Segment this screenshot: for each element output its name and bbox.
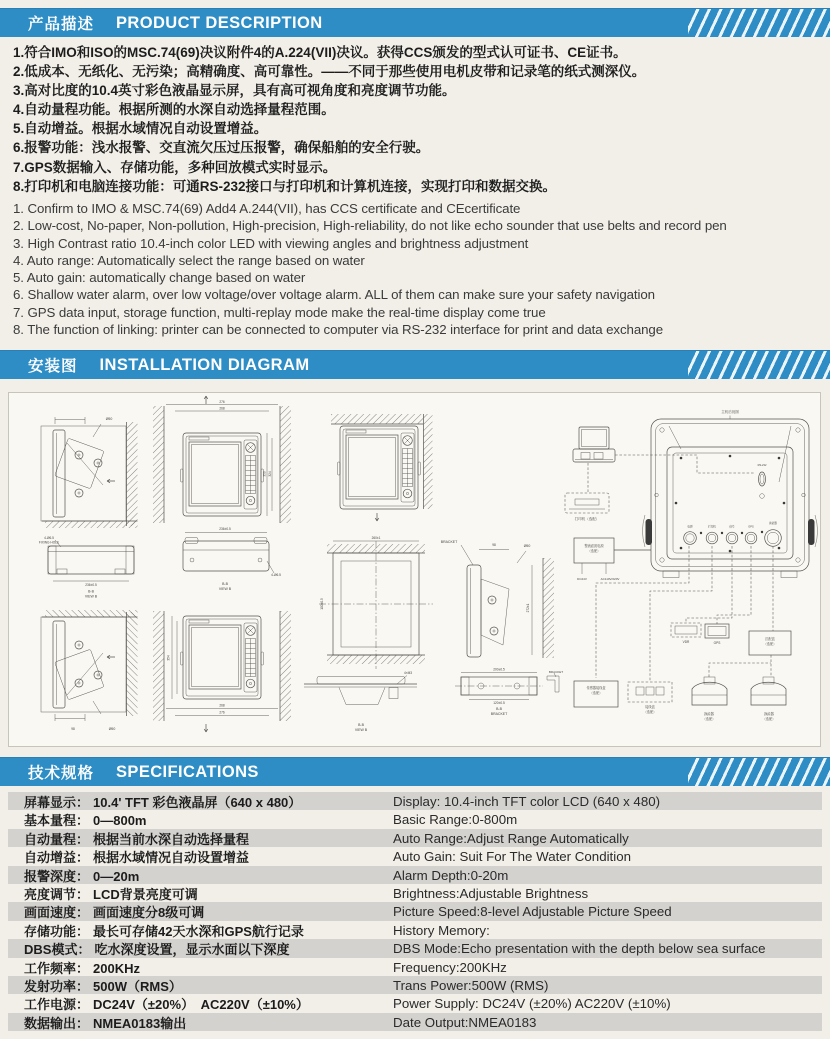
- list-item: 2.低成本、无纸化、无污染；高精确度、高可靠性。——不同于那些使用电机皮带和记录笔的纸式测深仪。: [13, 64, 646, 80]
- spec-zh-value: NMEA0183输出: [93, 1015, 187, 1031]
- spec-en-cell: Auto Range:Adjust Range Automatically: [393, 830, 629, 846]
- diagonal-stripes-decoration: [688, 351, 830, 379]
- diagram-annotation: 电源: [687, 525, 693, 529]
- spec-zh-cell: [8, 829, 393, 848]
- diagram-annotation: VIEW B: [354, 728, 368, 732]
- diagram-bracket-bottom-view: [455, 673, 559, 700]
- diagram-annotation: B-B: [496, 707, 502, 711]
- specifications-table: [8, 792, 822, 1031]
- list-item: 1.符合IMO和ISO的MSC.74(69)决议附件4的A.224(VII)决议。获得CCS颁发的型式认可证书、CE证书。: [13, 45, 627, 60]
- diagram-annotation: （选配）: [763, 642, 777, 646]
- list-item: 5. Auto gain: automatically change based on water: [13, 270, 306, 286]
- spec-zh-cell: [8, 884, 393, 903]
- diagram-annotation: （选配）: [643, 710, 657, 714]
- spec-zh-value: 200KHz: [93, 960, 140, 976]
- diagram-annotation: B-B: [88, 589, 94, 594]
- spec-row: [8, 939, 822, 957]
- spec-zh-value: 500W（RMS）: [93, 978, 182, 994]
- diagram-annotation: 276: [219, 400, 225, 404]
- spec-row: [8, 902, 822, 920]
- spec-en-cell: History Memory:: [393, 922, 490, 938]
- diagram-annotation: 260±1: [371, 536, 381, 540]
- spec-zh-cell: [8, 792, 393, 811]
- gps-box: [705, 624, 729, 638]
- diagram-bottom-view: [48, 540, 134, 581]
- spec-zh-value: 吃水深度设置，显示水面以下深度: [94, 942, 290, 958]
- spec-en-cell: Brightness:Adjustable Brightness: [393, 885, 589, 901]
- diagram-front-view-right: [331, 414, 433, 521]
- spec-zh-label: 亮度调节：: [24, 886, 90, 902]
- diagram-annotation: 接线盒: [645, 705, 655, 709]
- diagram-annotation: 268: [219, 703, 225, 708]
- spec-row: [8, 921, 822, 939]
- diagram-panel-cutout: [319, 541, 433, 669]
- spec-row: [8, 884, 822, 902]
- computer-icon: [573, 427, 615, 462]
- spec-en-cell: Frequency:200KHz: [393, 959, 507, 975]
- diagram-annotation: 324: [267, 471, 272, 477]
- diagram-top-view: [183, 533, 274, 574]
- list-item: 8.打印机和电脑连接功能：可通RS-232接口与打印机和计算机连接，实现打印和数据交换。: [13, 178, 557, 194]
- spec-zh-label: 报警深度：: [24, 868, 90, 884]
- spec-zh-label: 屏幕显示：: [24, 795, 90, 810]
- diagram-annotation: 打印机: [708, 525, 716, 529]
- diagram-annotation: DC24V: [577, 577, 587, 581]
- spec-zh-cell: [8, 976, 393, 995]
- spec-zh-label: 自动增益：: [24, 850, 90, 866]
- section-header-installation-diagram: [0, 350, 830, 379]
- spec-zh-cell: [8, 847, 393, 866]
- transducer-icon: [692, 677, 727, 705]
- spec-zh-value: 10.4' TFT 彩色液晶屏（640 x 480）: [93, 795, 302, 810]
- list-item: 6.报警功能：浅水报警、交直流欠压过压报警，确保船舶的安全行驶。: [13, 140, 430, 156]
- section-title-en: PRODUCT DESCRIPTION: [116, 13, 323, 32]
- spec-zh-value: 0—20m: [93, 868, 140, 884]
- spec-zh-value: LCD背景亮度可调: [93, 886, 198, 902]
- spec-zh-label: 数据输出：: [24, 1015, 90, 1031]
- spec-zh-cell: [8, 866, 393, 885]
- diagram-annotation: 236±0.5: [85, 583, 97, 587]
- spec-zh-cell: [8, 994, 393, 1013]
- spec-zh-value: 根据水域情况自动设置增益: [93, 850, 250, 866]
- list-item: 3.高对比度的10.4英寸彩色液晶显示屏，具有高可视角度和亮度调节功能。: [13, 83, 456, 99]
- diagram-annotation: （选配）: [762, 717, 776, 721]
- list-item: 6. Shallow water alarm, over low voltage/over voltage alarm. ALL of them can make sure your safety navigation: [13, 287, 655, 303]
- spec-zh-value: 根据当前水深自动选择量程: [93, 831, 250, 847]
- list-item: 5.自动增益。根据水域情况自动设置增益。: [13, 121, 268, 137]
- diagram-annotation: 4-Ø6.5: [44, 536, 54, 540]
- diagram-front-view-top: [153, 396, 291, 523]
- diagram-annotation: 传感器接线盒: [586, 686, 606, 690]
- list-item: 2. Low-cost, No-paper, Non-pollution, High-precision, High-reliability, do not like echo sounder that use belts and record pen: [13, 218, 727, 234]
- list-item: 3. High Contrast ratio 10.4-inch color LED with viewing angles and brightness adjustment: [13, 235, 529, 251]
- spec-zh-value: 画面速度分8级可调: [93, 905, 205, 921]
- product-description-en-list: [13, 200, 824, 338]
- diagonal-stripes-decoration: [688, 758, 830, 786]
- diagram-annotation: 350: [262, 471, 267, 477]
- diagram-annotation: B-B: [222, 582, 228, 586]
- section-header-specifications: [0, 757, 830, 786]
- main-unit-rear-view: [643, 416, 818, 578]
- diagram-annotation: （选配）: [702, 717, 716, 721]
- spec-row: [8, 958, 822, 976]
- diagram-annotation: 主机后视图: [721, 410, 739, 414]
- diagram-annotation: GPS: [748, 525, 754, 529]
- diagram-side-view-top: [41, 417, 138, 528]
- section-title-zh: 技术规格: [28, 765, 95, 782]
- installation-diagram-panel: [8, 392, 821, 747]
- spec-zh-value: 0—800m: [93, 813, 147, 829]
- installation-diagram-drawing: [9, 393, 820, 746]
- spec-en-cell: Picture Speed:8-level Adjustable Picture Speed: [393, 904, 672, 920]
- diagram-annotation: 268: [219, 406, 225, 411]
- spec-en-cell: DBS Mode:Echo presentation with the depth below sea surface: [393, 941, 766, 957]
- diagram-flush-mount-view: [304, 676, 417, 705]
- diagram-annotation: BRACKET: [490, 712, 508, 716]
- spec-zh-label: 自动量程：: [24, 831, 90, 847]
- section-title-zh: 安装图: [28, 358, 78, 375]
- spec-en-cell: Power Supply: DC24V (±20%) AC220V (±10%): [393, 996, 671, 1012]
- diagram-annotation: 换能器: [704, 712, 714, 716]
- list-item: 8. The function of linking: printer can be connected to computer via RS-232 interface for print and data exchange: [13, 322, 664, 338]
- spec-zh-cell: [8, 902, 393, 921]
- spec-zh-cell: [8, 958, 393, 977]
- diagram-annotation: AC110V/220V: [600, 577, 620, 581]
- spec-zh-cell: [8, 810, 393, 829]
- spec-zh-value: 最长可存储42天水深和GPS航行记录: [93, 923, 304, 939]
- junction-box: [628, 682, 672, 702]
- spec-zh-label: 存储功能：: [24, 923, 90, 939]
- diagram-annotation: 200±0.5: [493, 667, 505, 672]
- diagram-annotation: 整流滤波电源: [584, 544, 604, 548]
- spec-zh-cell: [8, 921, 393, 940]
- diagram-annotation: B-B: [358, 723, 364, 727]
- diagram-annotation: 换能器: [769, 522, 777, 525]
- transducer-icon: [751, 677, 786, 705]
- list-item: 7. GPS data input, storage function, multi-replay mode make the real-time display come true: [13, 304, 546, 320]
- spec-zh-cell: [8, 1013, 393, 1032]
- list-item: 4. Auto range: Automatically select the range based on water: [13, 252, 365, 268]
- spec-row: [8, 976, 822, 994]
- diagram-annotation: GPS: [713, 641, 721, 645]
- product-description-zh-list: [13, 43, 824, 196]
- diagram-annotation: 98: [71, 727, 75, 731]
- diagram-side-view-bottom: [41, 610, 138, 721]
- connection-lines: [588, 455, 773, 682]
- spec-row: [8, 792, 822, 810]
- spec-zh-label: 工作频率：: [24, 960, 90, 976]
- list-item: 4.自动量程功能。根据所测的水深自动选择量程范围。: [13, 102, 335, 118]
- spec-row: [8, 1013, 822, 1031]
- diagram-annotation: BRACKET: [548, 670, 564, 674]
- spec-en-cell: Display: 10.4-inch TFT color LCD (640 x 480): [393, 794, 661, 809]
- section-header-product-description: [0, 8, 830, 37]
- diagram-annotation: 272±1: [526, 603, 530, 613]
- diagram-annotation: 100±0.5: [320, 598, 324, 610]
- diagram-annotation: VDR: [682, 640, 690, 644]
- diagram-annotation: FIXING HOLE: [38, 540, 60, 545]
- diagram-annotation: 276: [219, 710, 225, 715]
- diagram-annotation: 换能器: [764, 712, 774, 716]
- spec-row: [8, 847, 822, 865]
- diagram-annotation: VIEW B: [218, 587, 232, 591]
- list-item: 1. Confirm to IMO & MSC.74(69) Add4 A.244(VII), has CCS certificate and CEcertificate: [13, 201, 521, 216]
- diagram-annotation: 信号: [729, 525, 735, 529]
- list-item: 7.GPS数据输入、存储功能，多种回放模式实时显示。: [13, 159, 337, 175]
- spec-en-cell: Trans Power:500W (RMS): [393, 977, 549, 993]
- diagram-annotation: （选配）: [587, 549, 601, 553]
- diagonal-stripes-decoration: [688, 9, 830, 37]
- diagram-annotation: RS-232: [757, 464, 767, 467]
- diagram-annotation: 打印机（选配）: [574, 517, 600, 521]
- diagram-annotation: 4-Ø6.5: [271, 573, 281, 577]
- spec-zh-label: 画面速度：: [24, 905, 90, 921]
- spec-en-cell: Auto Gain: Suit For The Water Condition: [393, 849, 631, 865]
- diagram-annotation: 236±0.5: [219, 527, 231, 531]
- spec-en-cell: Alarm Depth:0-20m: [393, 867, 509, 883]
- vdr-box: [671, 623, 701, 637]
- spec-row: [8, 994, 822, 1012]
- spec-zh-label: 发射功率：: [24, 978, 90, 994]
- spec-zh-value: DC24V（±20%） AC220V（±10%）: [93, 997, 309, 1013]
- spec-row: [8, 810, 822, 828]
- diagram-annotation: BRACKET: [440, 540, 458, 544]
- spec-row: [8, 866, 822, 884]
- diagram-labels: [39, 400, 777, 732]
- diagram-annotation: Ø50: [523, 544, 531, 548]
- spec-en-cell: Basic Range:0-800m: [393, 812, 518, 828]
- printer-icon: [565, 493, 609, 513]
- diagram-bracket-side-view: [461, 545, 554, 658]
- diagram-annotation: Ø50: [108, 727, 116, 731]
- spec-row: [8, 829, 822, 847]
- spec-zh-label: 工作电源：: [24, 997, 90, 1013]
- section-title-zh: 产品描述: [28, 16, 95, 33]
- spec-en-cell: Date Output:NMEA0183: [393, 1014, 537, 1030]
- spec-zh-label: DBS模式：: [24, 942, 91, 958]
- spec-zh-label: 基本量程：: [24, 813, 90, 829]
- spec-zh-cell: [8, 939, 393, 958]
- diagram-annotation: 354: [166, 655, 171, 661]
- diagram-annotation: （选配）: [589, 691, 603, 695]
- diagram-annotation: 4×M3: [403, 671, 413, 675]
- diagram-annotation: Ø50: [105, 417, 113, 421]
- diagram-annotation: VIEW B: [84, 594, 98, 599]
- diagram-annotation: 98: [492, 543, 496, 547]
- section-title-en: SPECIFICATIONS: [116, 762, 259, 781]
- section-title-en: INSTALLATION DIAGRAM: [99, 355, 310, 374]
- diagram-annotation: 匹配盒: [765, 637, 775, 641]
- diagram-annotation: 120±0.5: [493, 701, 505, 705]
